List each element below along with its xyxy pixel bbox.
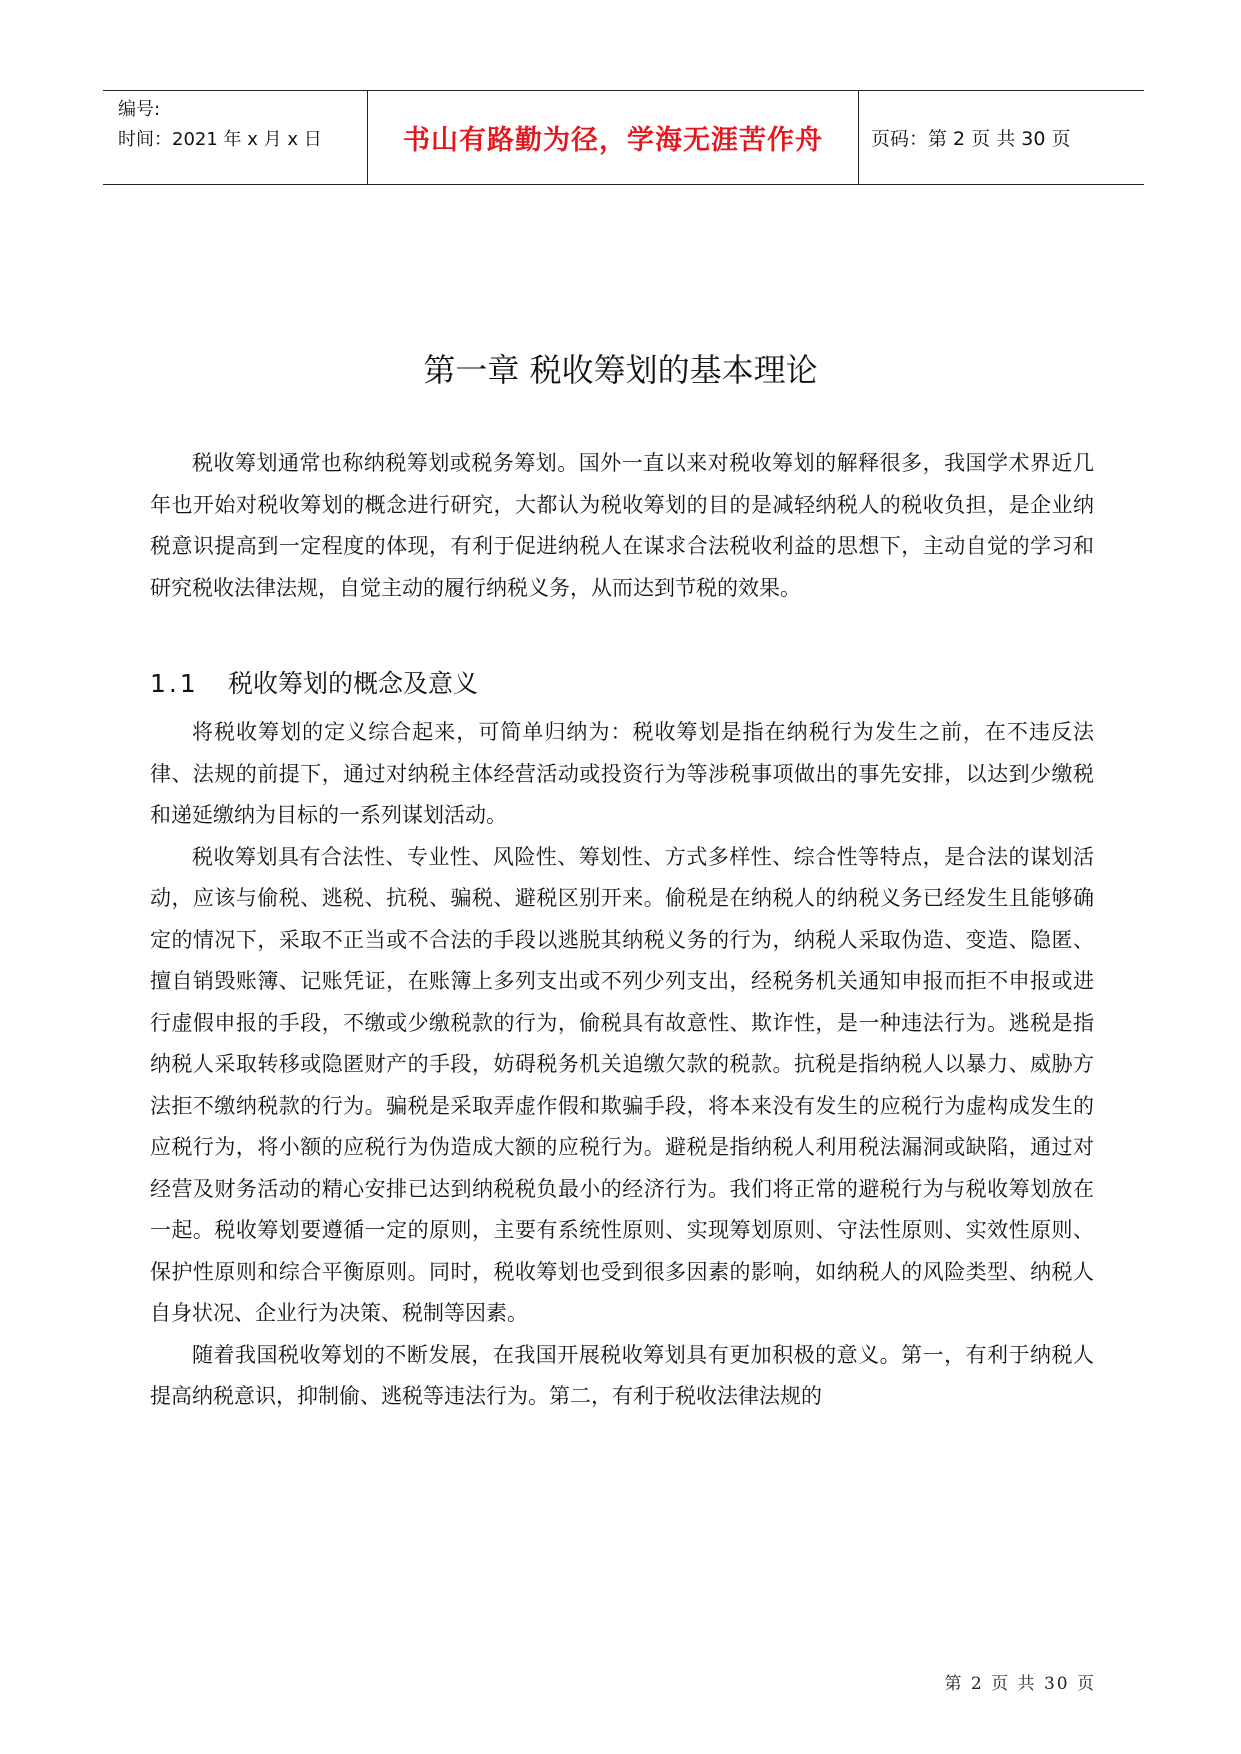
page-header [103,90,1144,185]
section-title: 税收筹划的概念及意义 [228,669,479,698]
intro-section [150,443,1094,609]
header-page-code: 页码：第 2 页 共 30 页 [871,128,1071,150]
section-number: 1.1 [150,669,199,698]
section-heading [150,664,478,700]
header-number-label: 编号: [118,99,161,120]
chapter-title: 第一章 税收筹划的基本理论 [423,351,818,389]
header-meta [118,95,358,155]
body-paragraph: 税收筹划具有合法性、专业性、风险性、筹划性、方式多样性、综合性等特点，是合法的谋划活动，应该与偷税、逃税、抗税、骗税、避税区别开来。偷税是在纳税人的纳税义务已经发生且能够确定的情况下，采取不正当或不合法的手段以逃脱其纳税义务的行为，纳税人采取伪造、变造、隐匿、擅自销毁账簿、记账凭证，在账簿上多列支出或不列少列支出，经税务机关通知申报而拒不申报或进行虚假申报的手段，不缴或少缴税款的行为，偷税具有故意性、欺诈性，是一种违法行为。逃税是指纳税人采取转移或隐匿财产的手段，妨碍税务机关追缴欠款的税款。抗税是指纳税人以暴力、威胁方法拒不缴纳税款的行为。骗税是采取弄虚作假和欺骗手段，将本来没有发生的应税行为虚构成发生的应税行为，将小额的应税行为伪造成大额的应税行为。避税是指纳税人利用税法漏洞或缺陷，通过对经营及财务活动的精心安排已达到纳税税负最小的经济行为。我们将正常的避税行为与税收筹划放在一起。税收筹划要遵循一定的原则，主要有系统性原则、实现筹划原则、守法性原则、实效性原则、保护性原则和综合平衡原则。同时，税收筹划也受到很多因素的影响，如纳税人的风险类型、纳税人自身状况、企业行为决策、税制等因素。 [150,844,1094,1325]
page-footer: 第 2 页 共 30 页 [944,1674,1096,1694]
body-paragraph: 将税收筹划的定义综合起来，可简单归纳为：税收筹划是指在纳税行为发生之前，在不违反法律、法规的前提下，通过对纳税主体经营活动或投资行为等涉税事项做出的事先安排，以达到少缴税和递延缴纳为目标的一系列谋划活动。 [150,720,1094,827]
header-divider [858,91,859,184]
intro-paragraph: 税收筹划通常也称纳税筹划或税务筹划。国外一直以来对税收筹划的解释很多，我国学术界近几年也开始对税收筹划的概念进行研究，大都认为税收筹划的目的是减轻纳税人的税收负担，是企业纳税意识提高到一定程度的体现，有利于促进纳税人在谋求合法税收利益的思想下，主动自觉的学习和研究税收法律法规，自觉主动的履行纳税义务，从而达到节税的效果。 [150,451,1094,600]
header-motto: 书山有路勤为径，学海无涯苦作舟 [403,125,823,156]
header-time-label: 时间：2021 年 x 月 x 日 [118,129,322,150]
section-body [150,712,1094,1418]
body-paragraph: 随着我国税收筹划的不断发展，在我国开展税收筹划具有更加积极的意义。第一，有利于纳税人提高纳税意识，抑制偷、逃税等违法行为。第二，有利于税收法律法规的 [150,1342,1094,1408]
